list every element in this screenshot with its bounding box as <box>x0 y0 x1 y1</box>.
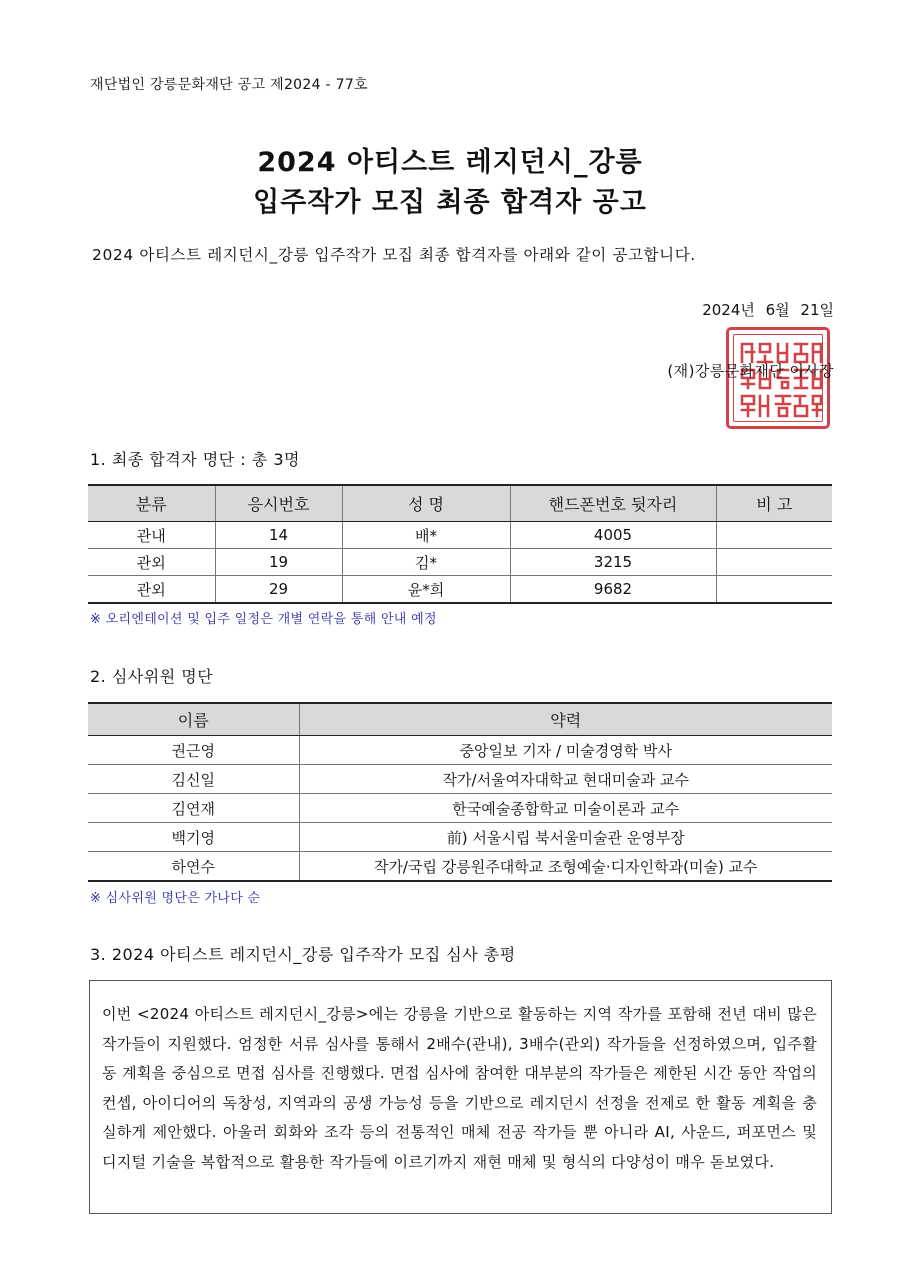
applicant-number-cell: 29 <box>215 576 342 604</box>
column-header: 분류 <box>88 485 215 522</box>
section-1-note: ※ 오리엔테이션 및 입주 일정은 개별 연락을 통해 안내 예정 <box>90 612 437 627</box>
remarks-cell <box>716 576 832 604</box>
judge-career-cell: 작가/국립 강릉원주대학교 조형예술·디자인학과(미술) 교수 <box>299 852 832 882</box>
section-3-heading: 3. 2024 아티스트 레지던시_강릉 입주작가 모집 심사 총평 <box>90 945 516 964</box>
remarks-cell <box>716 549 832 576</box>
title-line-1: 2024 아티스트 레지던시_강릉 <box>257 147 643 178</box>
judge-career-cell: 작가/서울여자대학교 현대미술과 교수 <box>299 765 832 794</box>
phone-digits-cell: 4005 <box>510 522 716 549</box>
table-row <box>88 765 832 794</box>
seal-glyphs <box>729 330 833 432</box>
judge-name-cell: 김연재 <box>88 794 299 823</box>
applicant-number-cell: 14 <box>215 522 342 549</box>
document-number: 재단법인 강릉문화재단 공고 제2024 - 77호 <box>90 77 368 93</box>
review-summary-text: 이번 <2024 아티스트 레지던시_강릉>에는 강릉을 기반으로 활동하는 지역 작가를 포함해 전년 대비 많은 작가들이 지원했다. 엄정한 서류 심사를 통해서 2배수(관내), 3배수(관외) 작가들을 선정하였으며, 입주활동 계획을 중심으로 면접 심사를 진행했다. 면접 심사에 참여한 대부분의 작가들은 제한된 시간 동안 작업의 컨셉, 아이디어의 독창성, 지역과의 공생 가능성 등을 기반으로 레지던시 선정을 전제로 한 활동 계획을 충실하게 제안했다. 아울러 회화와 조각 등의 전통적인 매체 전공 작가들 뿐 아니라 AI, 사운드, 퍼포먼스 및 디지털 기술을 복합적으로 활용한 작가들에 이르기까지 재현 매체 및 형식의 다양성이 매우 돋보였다. <box>102 1005 817 1171</box>
category-cell: 관외 <box>88 576 215 604</box>
table-row <box>88 522 832 549</box>
name-cell: 김* <box>342 549 510 576</box>
judge-career-cell: 한국예술종합학교 미술이론과 교수 <box>299 794 832 823</box>
table-row <box>88 794 832 823</box>
name-cell: 배* <box>342 522 510 549</box>
column-header: 핸드폰번호 뒷자리 <box>510 485 716 522</box>
category-cell: 관외 <box>88 549 215 576</box>
issuer-name: (재)강릉문화재단 이사장 <box>667 362 834 380</box>
phone-digits-cell: 9682 <box>510 576 716 604</box>
column-header: 이름 <box>88 703 299 736</box>
judge-name-cell: 하연수 <box>88 852 299 882</box>
phone-digits-cell: 3215 <box>510 549 716 576</box>
column-header: 비 고 <box>716 485 832 522</box>
section-1-heading: 1. 최종 합격자 명단 : 총 3명 <box>90 450 300 469</box>
judges-table <box>88 702 832 882</box>
judge-career-cell: 중앙일보 기자 / 미술경영학 박사 <box>299 736 832 765</box>
column-header: 성 명 <box>342 485 510 522</box>
intro-text: 2024 아티스트 레지던시_강릉 입주작가 모집 최종 합격자를 아래와 같이 공고합니다. <box>92 246 696 264</box>
title-line-2: 입주작가 모집 최종 합격자 공고 <box>253 187 647 218</box>
review-summary-box <box>89 980 832 1214</box>
table-row <box>88 576 832 604</box>
table-row <box>88 823 832 852</box>
category-cell: 관내 <box>88 522 215 549</box>
section-2-heading: 2. 심사위원 명단 <box>90 667 214 686</box>
table-header-row <box>88 485 832 522</box>
judge-name-cell: 권근영 <box>88 736 299 765</box>
table-row <box>88 852 832 882</box>
judge-name-cell: 김신일 <box>88 765 299 794</box>
applicant-number-cell: 19 <box>215 549 342 576</box>
finalists-table <box>88 484 832 604</box>
section-2-note: ※ 심사위원 명단은 가나다 순 <box>90 891 261 906</box>
remarks-cell <box>716 522 832 549</box>
column-header: 응시번호 <box>215 485 342 522</box>
table-row <box>88 549 832 576</box>
column-header: 약력 <box>299 703 832 736</box>
name-cell: 윤*희 <box>342 576 510 604</box>
announcement-date: 2024년 6월 21일 <box>702 301 834 319</box>
judge-name-cell: 백기영 <box>88 823 299 852</box>
table-row <box>88 736 832 765</box>
table-header-row <box>88 703 832 736</box>
judge-career-cell: 前) 서울시립 북서울미술관 운영부장 <box>299 823 832 852</box>
